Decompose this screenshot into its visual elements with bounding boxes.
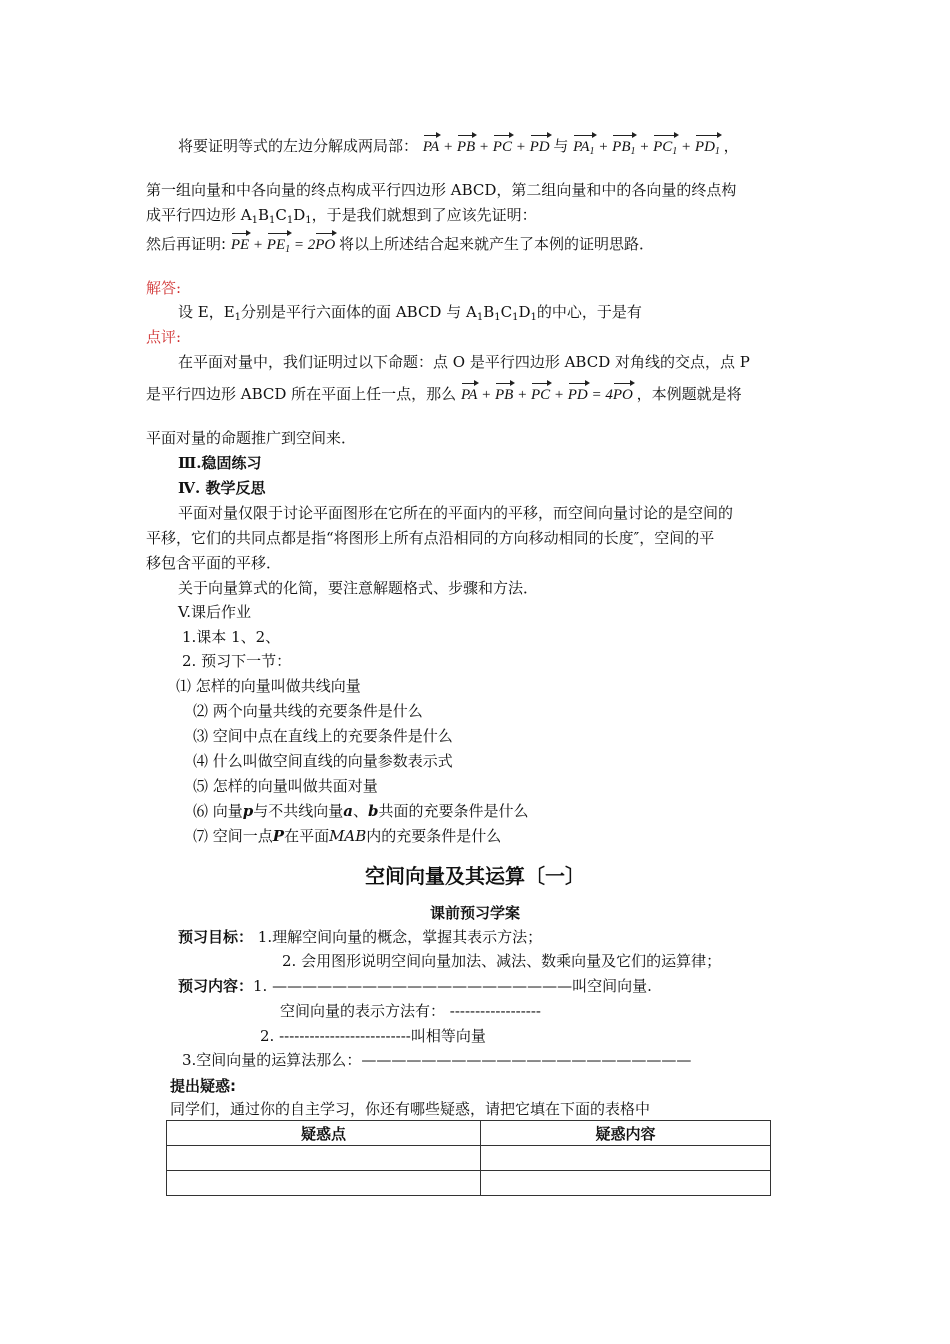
comment-text: ，本例题就是将 xyxy=(636,385,742,403)
intro-text: ，于是我们就想到了应该先证明： xyxy=(311,206,537,224)
plus: + xyxy=(639,139,650,155)
plane-mab: MAB xyxy=(329,827,367,845)
vec-label: PD xyxy=(694,139,715,155)
equals: = xyxy=(591,387,602,403)
comment-label: 点评: xyxy=(146,328,182,346)
vec-pb: PB xyxy=(495,382,513,405)
goal-label: 预习目标： xyxy=(178,928,254,946)
section-practice: Ⅲ.稳固练习 xyxy=(178,454,262,472)
plus: + xyxy=(442,139,454,155)
point-p: P xyxy=(272,827,285,845)
homework-question-2: ⑵ 两个向量共线的充要条件是什么 xyxy=(193,702,423,720)
comment-line-3: 平面对量的命题推广到空间来． xyxy=(146,429,357,447)
homework-question-7 xyxy=(193,826,501,846)
vec-pd1 xyxy=(695,134,720,162)
homework-item-1: 1.课本 1、2、 xyxy=(182,628,281,646)
subscript: 1 xyxy=(494,312,501,323)
solution-text: 分别是平行六面体的面 ABCD 与 A xyxy=(241,303,477,321)
doubt-text: 同学们，通过你的自主学习，你还有哪些疑惑，请把它填在下面的表格中 xyxy=(170,1100,651,1118)
letter: D xyxy=(293,206,306,224)
separator: 、 xyxy=(353,802,369,820)
table-row xyxy=(167,1146,771,1171)
plus: + xyxy=(252,237,264,253)
homework-question-6 xyxy=(193,801,529,821)
plus: + xyxy=(681,139,692,155)
vec-pa: PA xyxy=(461,382,477,405)
comma: ， xyxy=(723,137,739,155)
section-subtitle: 课前预习学案 xyxy=(429,904,520,922)
vec-label: PE xyxy=(266,237,286,253)
intro-line-3 xyxy=(146,205,537,231)
question-text: 内的充要条件是什么 xyxy=(366,827,502,845)
section-homework: V.课后作业 xyxy=(178,603,251,621)
table-cell[interactable] xyxy=(167,1171,481,1196)
question-text: 与不共线向量 xyxy=(253,802,344,820)
table-row xyxy=(167,1171,771,1196)
comment-line-1: 在平面对量中，我们证明过以下命题：点 O 是平行四边形 ABCD 对角线的交点，点 P xyxy=(178,353,750,371)
subscript: 1 xyxy=(589,146,595,157)
plus: + xyxy=(517,387,528,403)
coefficient: 2 xyxy=(307,237,316,253)
content-line-2: 2. --------------------------叫相等向量 xyxy=(260,1027,486,1045)
homework-item-2: 2. 预习下一节： xyxy=(182,652,292,670)
vec-pc: PC xyxy=(531,382,550,405)
subscript: 1 xyxy=(512,312,519,323)
subscript: 1 xyxy=(672,146,678,157)
vec-po: PO xyxy=(315,232,335,255)
intro-text: 将以上所述结合起来就产生了本例的证明思路． xyxy=(339,235,655,253)
comment-text: 是平行四边形 ABCD 所在平面上任一点，那么 xyxy=(146,385,457,403)
intro-text: 成平行四边形 A xyxy=(146,206,252,224)
vec-pb1 xyxy=(612,134,635,162)
question-text: ⑹ 向量 xyxy=(193,802,243,820)
subscript: 1 xyxy=(234,312,242,323)
content-line-3: 3.空间向量的运算法那么：—————————————————————— xyxy=(182,1051,692,1069)
plus: + xyxy=(553,387,564,403)
subscript: 1 xyxy=(630,146,636,157)
goal-line-2: 2. 会用图形说明空间向量加法、减法、数乘向量及它们的运算律； xyxy=(282,952,722,970)
doubt-label: 提出疑惑: xyxy=(170,1077,236,1095)
question-text: 共面的充要条件是什么 xyxy=(378,802,529,820)
vector-equation-pe xyxy=(231,237,339,253)
vector-p: p xyxy=(242,802,254,820)
reflection-line-2: 平移，它们的共同点都是指“将图形上所有点沿相同的方向移动相同的长度″，空间的平 xyxy=(146,529,715,547)
content-line-1b: 空间向量的表示方法有： ------------------ xyxy=(280,1002,541,1020)
content-line-1 xyxy=(178,976,652,996)
subscript: 1 xyxy=(286,215,294,226)
homework-question-1: ⑴ 怎样的向量叫做共线向量 xyxy=(176,677,361,695)
subscript: 1 xyxy=(285,244,291,255)
vec-pd: PD xyxy=(530,134,550,157)
homework-question-4: ⑷ 什么叫做空间直线的向量参数表示式 xyxy=(193,752,453,770)
homework-question-5: ⑸ 怎样的向量叫做共面对量 xyxy=(193,777,378,795)
subscript: 1 xyxy=(530,312,537,323)
reflection-line-4: 关于向量算式的化简，要注意解题格式、步骤和方法． xyxy=(178,579,539,597)
vec-label: PA xyxy=(573,139,590,155)
solution-line xyxy=(178,302,642,328)
coefficient: 4 xyxy=(605,387,613,403)
letter: C xyxy=(275,206,287,224)
section-title: 空间向量及其运算〔一〕 xyxy=(365,864,585,888)
solution-label: 解答: xyxy=(146,279,182,297)
intro-text: 将要证明等式的左边分解成两局部： xyxy=(178,137,419,155)
vector-sum-2 xyxy=(573,139,724,155)
vec-label: PB xyxy=(612,139,631,155)
table-header-cell: 疑惑内容 xyxy=(481,1121,771,1146)
reflection-line-1: 平面对量仅限于讨论平面图形在它所在的平面内的平移，而空间向量讨论的是空间的 xyxy=(178,504,734,522)
vec-pe: PE xyxy=(231,232,249,255)
goal-text: 1.理解空间向量的概念，掌握其表示方法； xyxy=(257,928,543,946)
letter: B xyxy=(483,303,495,321)
comment-line-2 xyxy=(146,382,742,405)
intro-line-1 xyxy=(178,134,739,162)
plus: + xyxy=(481,387,492,403)
question-text: ⑺ 空间一点 xyxy=(193,827,273,845)
homework-question-3: ⑶ 空间中点在直线上的充要条件是什么 xyxy=(193,727,453,745)
vec-pc1 xyxy=(653,134,677,162)
table-cell[interactable] xyxy=(481,1146,771,1171)
vec-pe1 xyxy=(267,232,290,260)
vector-b: b xyxy=(368,802,379,820)
vec-pa1 xyxy=(573,134,594,162)
equals: = xyxy=(293,237,304,253)
intro-line-4 xyxy=(146,232,654,260)
letter: D xyxy=(518,303,531,321)
solution-text: 的中心，于是有 xyxy=(536,303,642,321)
vector-sum-1 xyxy=(423,139,554,155)
vector-equation-po xyxy=(461,387,637,403)
subscript: 1 xyxy=(269,215,276,226)
table-cell[interactable] xyxy=(481,1171,771,1196)
vector-a: a xyxy=(343,802,354,820)
vec-pd: PD xyxy=(568,382,588,405)
vec-label: PC xyxy=(653,139,673,155)
subscript: 1 xyxy=(251,215,258,226)
subscript: 1 xyxy=(714,146,720,157)
doubt-table xyxy=(166,1120,771,1196)
plus: + xyxy=(598,139,609,155)
content-text: 1. ————————————————————叫空间向量. xyxy=(253,977,652,995)
intro-line-2 xyxy=(146,180,736,200)
intro-text: 第一组向量和中各向量的终点构成平行四边形 ABCD，第二组向量和中的各向量的终点构 xyxy=(146,181,737,199)
table-header-row xyxy=(167,1121,771,1146)
plus: + xyxy=(478,139,490,155)
letter: B xyxy=(257,206,270,224)
solution-text: 设 E，E xyxy=(178,303,235,321)
subscript: 1 xyxy=(305,215,312,226)
goal-line-1 xyxy=(178,927,542,947)
letter: C xyxy=(500,303,513,321)
section-reflection: Ⅳ. 教学反思 xyxy=(178,479,266,497)
question-text: 在平面 xyxy=(284,827,330,845)
vec-pa: PA xyxy=(423,134,439,157)
subscript: 1 xyxy=(476,312,484,323)
content-label: 预习内容： xyxy=(178,977,254,995)
reflection-line-3: 移包含平面的平移． xyxy=(146,554,282,572)
table-header-cell: 疑惑点 xyxy=(167,1121,481,1146)
plus: + xyxy=(515,139,526,155)
table-cell[interactable] xyxy=(167,1146,481,1171)
vec-pb: PB xyxy=(457,134,475,157)
vec-pc: PC xyxy=(493,134,512,157)
intro-text: 然后再证明: xyxy=(146,235,227,253)
join-word: 与 xyxy=(553,137,569,155)
vec-po: PO xyxy=(613,382,633,405)
